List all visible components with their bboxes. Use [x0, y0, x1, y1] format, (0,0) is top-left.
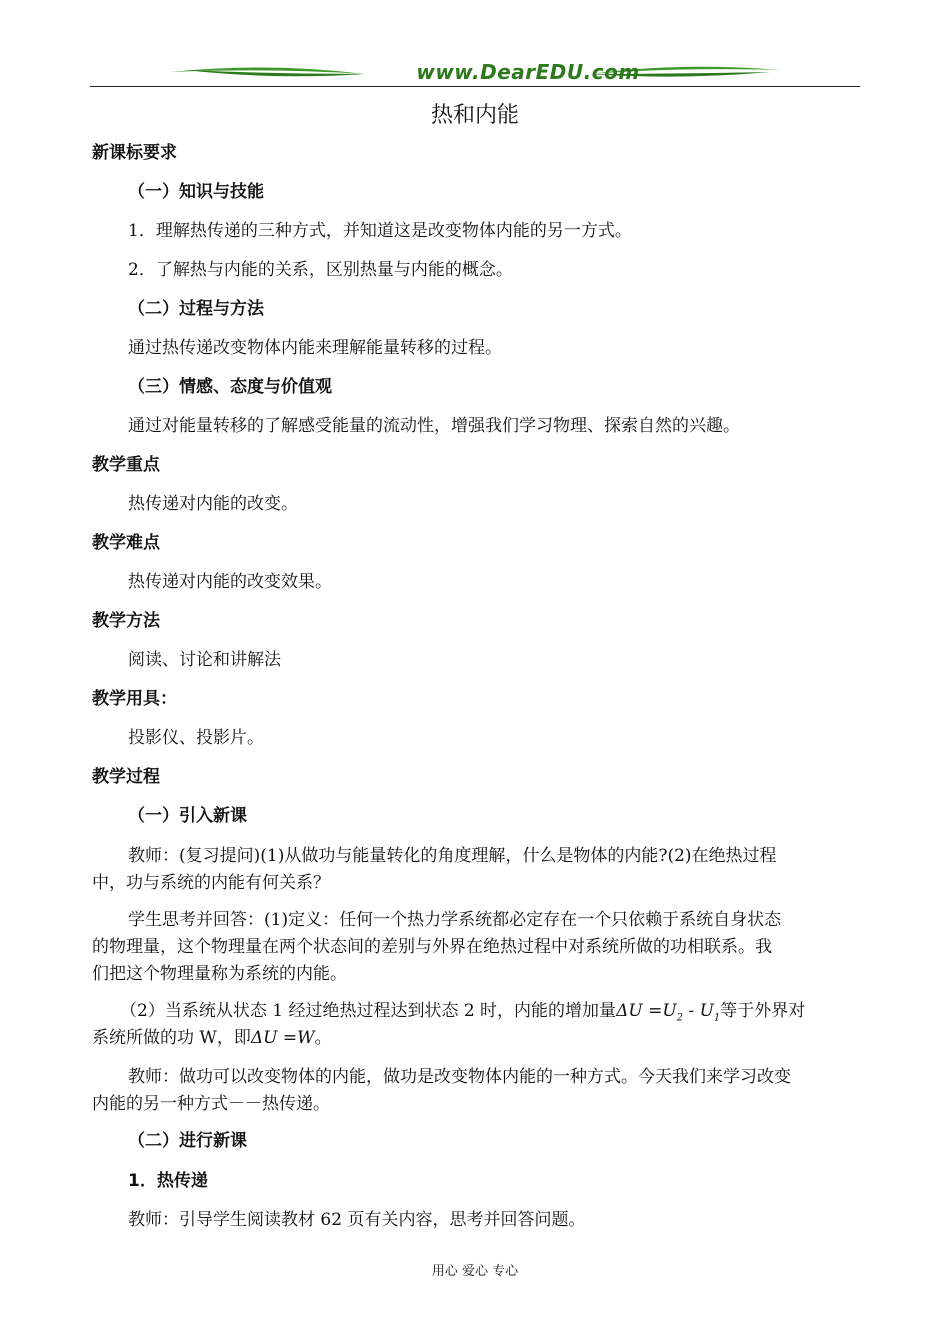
paragraph: 的物理量，这个物理量在两个状态间的差别与外界在绝热过程中对系统所做的功相联系。我 [92, 937, 772, 957]
text: 系统所做的功 W，即 [92, 1028, 251, 1048]
paragraph: 教师：(复习提问)(1)从做功与能量转化的角度理解，什么是物体的内能?(2)在绝热过程 [128, 846, 777, 866]
paragraph: 中，功与系统的内能有何关系？ [92, 873, 330, 893]
paragraph: 学生思考并回答：(1)定义：任何一个热力学系统都必定存在一个只依赖于系统自身状态 [128, 910, 782, 930]
text: 等于外界对 [720, 1001, 806, 1021]
subheading-knowledge: （一）知识与技能 [128, 182, 264, 202]
paragraph: 内能的另一种方式－－热传递。 [92, 1094, 330, 1114]
heading-methods: 教学方法 [92, 611, 160, 631]
page-header [90, 58, 860, 90]
paragraph: 通过对能量转移的了解感受能量的流动性，增强我们学习物理、探索自然的兴趣。 [128, 416, 740, 436]
paragraph: 2．了解热与内能的关系，区别热量与内能的概念。 [128, 260, 513, 280]
page-footer: 用心 爱心 专心 [431, 1264, 519, 1279]
paragraph: 阅读、讨论和讲解法 [128, 650, 281, 670]
equation-minus: - U [683, 1001, 714, 1021]
text: 。 [314, 1028, 332, 1048]
paragraph: 投影仪、投影片。 [128, 728, 264, 748]
document-title: 热和内能 [430, 103, 519, 128]
heading-difficulties: 教学难点 [92, 533, 160, 553]
subheading-process: （二）过程与方法 [128, 299, 264, 319]
subheading-new-lesson: （二）进行新课 [128, 1131, 247, 1151]
equation-delta-u-w: ΔU =W [250, 1028, 315, 1048]
paragraph: 热传递对内能的改变。 [128, 494, 298, 514]
subscript: 1 [713, 1012, 721, 1024]
paragraph: 们把这个物理量称为系统的内能。 [92, 964, 347, 984]
paragraph: 教师：引导学生阅读教材 62 页有关内容，思考并回答问题。 [128, 1210, 586, 1230]
subheading-emotion: （三）情感、态度与价值观 [128, 377, 332, 397]
heading-process: 教学过程 [92, 767, 160, 787]
subscript: 2 [676, 1012, 684, 1024]
paragraph: 热传递对内能的改变效果。 [128, 572, 332, 592]
heading-tools: 教学用具： [92, 689, 177, 709]
site-url: www.DearEDU.com [416, 60, 640, 84]
paragraph: 教师：做功可以改变物体的内能，做功是改变物体内能的一种方式。今天我们来学习改变 [128, 1067, 791, 1087]
heading-key-points: 教学重点 [92, 455, 160, 475]
header-rule [90, 86, 860, 87]
heading-curriculum: 新课标要求 [92, 143, 177, 163]
paragraph-equation [92, 1027, 332, 1049]
paragraph: 通过热传递改变物体内能来理解能量转移的过程。 [128, 338, 502, 358]
text: （2）当系统从状态 1 经过绝热过程达到状态 2 时，内能的增加量 [120, 1001, 617, 1021]
paragraph-equation [120, 1000, 805, 1029]
subheading-intro: （一）引入新课 [128, 806, 247, 826]
equation-delta-u: ΔU =U [616, 1001, 677, 1021]
subheading-heat-transfer: 1．热传递 [128, 1171, 208, 1191]
paragraph: 1．理解热传递的三种方式，并知道这是改变物体内能的另一方式。 [128, 221, 632, 241]
